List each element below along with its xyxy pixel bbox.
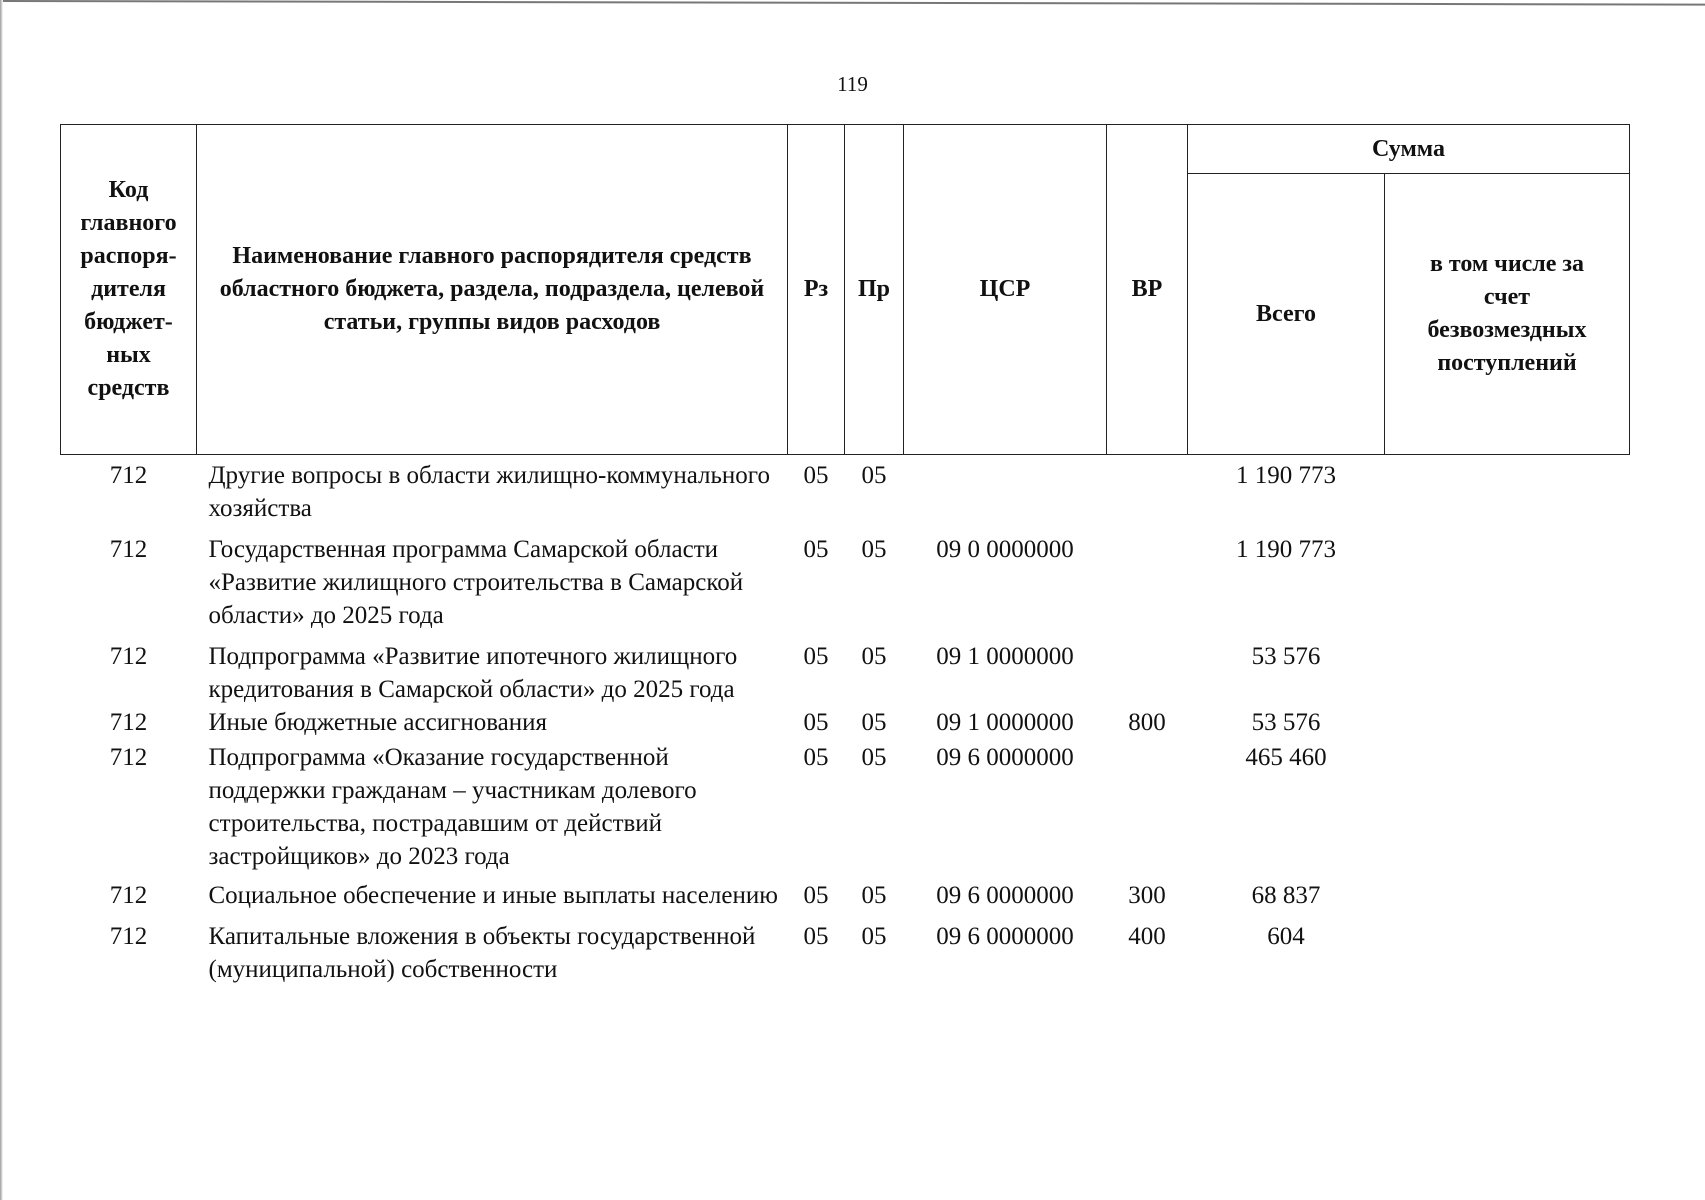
table-body <box>61 455 1630 987</box>
cell-code: 712 <box>109 744 148 771</box>
cell-csr: 09 0 0000000 <box>936 536 1074 563</box>
cell-rz: 05 <box>803 643 829 670</box>
cell-csr: 09 6 0000000 <box>936 923 1074 950</box>
cell-total: 53 576 <box>1251 643 1321 670</box>
table-row <box>61 912 1630 986</box>
scan-edge-left <box>0 0 3 1200</box>
table-row <box>61 525 1630 632</box>
cell-pr: 05 <box>861 536 887 563</box>
table-row <box>61 873 1630 912</box>
cell-vr <box>1107 455 1188 526</box>
table-row <box>61 632 1630 706</box>
cell-name: Подпрограмма «Развитие ипотечного жилищного кредитования в Самарской области» до 2025 года <box>208 643 738 703</box>
cell-code: 712 <box>109 462 148 489</box>
cell-name: Подпрограмма «Оказание государственной поддержки гражданам – участникам долевого строительства, пострадавшим от действий застройщиков» до 2023 года <box>208 744 697 870</box>
scan-edge-top <box>0 0 1705 10</box>
cell-pr: 05 <box>861 709 887 736</box>
cell-pr: 05 <box>861 882 887 909</box>
cell-name: Другие вопросы в области жилищно-коммунального хозяйства <box>208 462 770 522</box>
cell-rz: 05 <box>803 882 829 909</box>
cell-code: 712 <box>109 643 148 670</box>
cell-grants <box>1385 632 1630 706</box>
cell-total: 68 837 <box>1251 882 1321 909</box>
cell-code: 712 <box>109 923 148 950</box>
cell-pr: 05 <box>861 462 887 489</box>
cell-code: 712 <box>109 709 148 736</box>
cell-total: 1 190 773 <box>1236 462 1336 489</box>
cell-rz: 05 <box>803 709 829 736</box>
cell-vr: 400 <box>1128 923 1166 950</box>
table-row <box>61 739 1630 873</box>
cell-name: Иные бюджетные ассигнования <box>208 709 548 736</box>
cell-total: 465 460 <box>1245 744 1327 771</box>
cell-csr: 09 1 0000000 <box>936 643 1074 670</box>
cell-csr <box>904 455 1107 526</box>
cell-csr: 09 1 0000000 <box>936 709 1074 736</box>
cell-grants <box>1385 706 1630 739</box>
header-vr: ВР <box>1107 125 1188 455</box>
cell-grants <box>1385 739 1630 873</box>
cell-total: 604 <box>1267 923 1305 950</box>
cell-rz: 05 <box>803 536 829 563</box>
cell-pr: 05 <box>861 923 887 950</box>
cell-pr: 05 <box>861 643 887 670</box>
cell-vr <box>1107 632 1188 706</box>
header-sum: Сумма <box>1188 125 1630 174</box>
cell-vr <box>1107 525 1188 632</box>
header-rz: Рз <box>788 125 845 455</box>
header-total: Всего <box>1188 174 1385 455</box>
table-row <box>61 706 1630 739</box>
cell-name: Капитальные вложения в объекты государственной (муниципальной) собственности <box>208 923 756 983</box>
header-pr: Пр <box>845 125 904 455</box>
cell-total: 53 576 <box>1251 709 1321 736</box>
header-grants: в том числе за счет безвозмездных поступлений <box>1385 174 1630 455</box>
cell-grants <box>1385 873 1630 912</box>
cell-grants <box>1385 455 1630 526</box>
cell-rz: 05 <box>803 462 829 489</box>
cell-grants <box>1385 525 1630 632</box>
cell-csr: 09 6 0000000 <box>936 882 1074 909</box>
budget-table <box>60 124 1630 986</box>
header-code: Код главного распоря-дителя бюджет-ных средств <box>61 125 197 455</box>
cell-vr: 300 <box>1128 882 1166 909</box>
cell-name: Социальное обеспечение и иные выплаты населению <box>208 882 778 909</box>
table-row <box>61 455 1630 526</box>
cell-rz: 05 <box>803 744 829 771</box>
cell-rz: 05 <box>803 923 829 950</box>
cell-total: 1 190 773 <box>1236 536 1336 563</box>
header-csr: ЦСР <box>904 125 1107 455</box>
cell-name: Государственная программа Самарской области «Развитие жилищного строительства в Самарской области» до 2025 года <box>208 536 744 629</box>
cell-code: 712 <box>109 536 148 563</box>
cell-vr: 800 <box>1128 709 1166 736</box>
cell-csr: 09 6 0000000 <box>936 744 1074 771</box>
header-name: Наименование главного распорядителя средств областного бюджета, раздела, подраздела, целевой статьи, группы видов расходов <box>197 125 788 455</box>
cell-grants <box>1385 912 1630 986</box>
cell-vr <box>1107 739 1188 873</box>
cell-code: 712 <box>109 882 148 909</box>
cell-pr: 05 <box>861 744 887 771</box>
page-number: 119 <box>837 72 868 96</box>
